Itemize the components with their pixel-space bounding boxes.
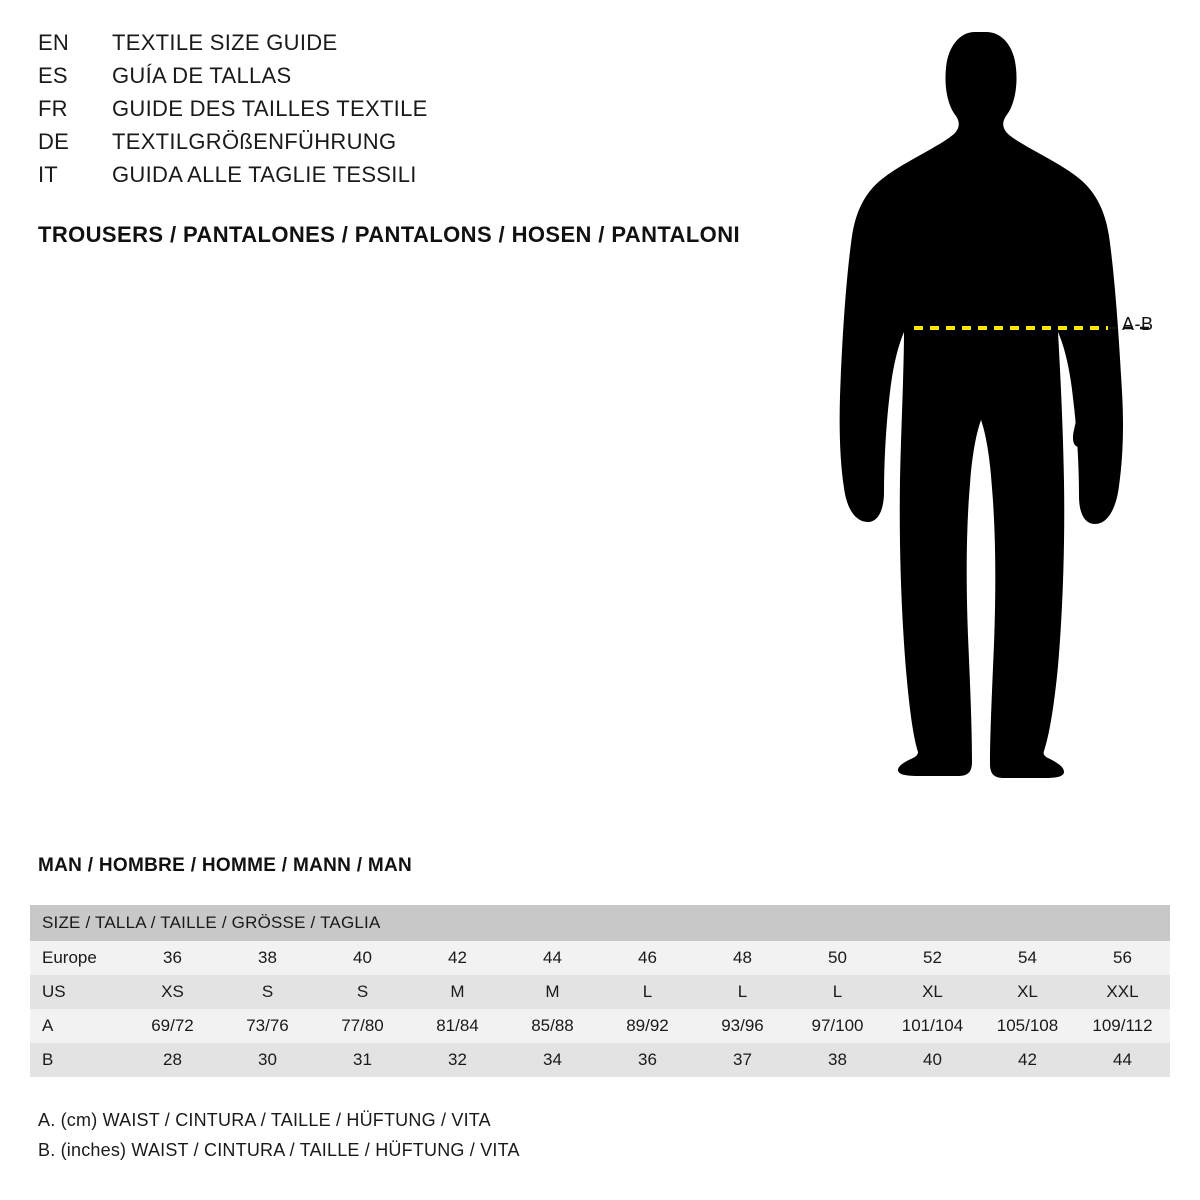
table-cell: 28 — [125, 1043, 220, 1077]
table-cell: XL — [885, 975, 980, 1009]
section-title-man: MAN / HOMBRE / HOMME / MANN / MAN — [38, 855, 413, 876]
language-row — [38, 162, 798, 195]
table-cell: 36 — [600, 1043, 695, 1077]
table-cell: 34 — [505, 1043, 600, 1077]
table-cell: 38 — [790, 1043, 885, 1077]
table-cell: 40 — [315, 941, 410, 975]
language-title: GUIDA ALLE TAGLIE TESSILI — [112, 162, 417, 187]
table-cell: L — [790, 975, 885, 1009]
table-cell: 105/108 — [980, 1009, 1075, 1043]
language-title: GUIDE DES TAILLES TEXTILE — [112, 96, 428, 121]
table-cell: 44 — [505, 941, 600, 975]
table-cell: XS — [125, 975, 220, 1009]
table-cell: 97/100 — [790, 1009, 885, 1043]
table-cell: 56 — [1075, 941, 1170, 975]
table-cell: 37 — [695, 1043, 790, 1077]
table-cell: 73/76 — [220, 1009, 315, 1043]
language-code: IT — [38, 162, 58, 187]
table-cell: 42 — [980, 1043, 1075, 1077]
table-cell: 31 — [315, 1043, 410, 1077]
man-silhouette-icon — [800, 10, 1200, 800]
table-header-row — [30, 905, 1170, 941]
table-cell: 50 — [790, 941, 885, 975]
language-row — [38, 96, 798, 129]
table-row — [30, 1009, 1170, 1043]
language-title: GUÍA DE TALLAS — [112, 63, 292, 88]
table-cell: 48 — [695, 941, 790, 975]
table-cell: 42 — [410, 941, 505, 975]
language-code: FR — [38, 96, 68, 121]
row-label: Europe — [30, 941, 125, 975]
table-cell: 36 — [125, 941, 220, 975]
table-cell: S — [315, 975, 410, 1009]
table-cell: 38 — [220, 941, 315, 975]
footnote-a: A. (cm) WAIST / CINTURA / TAILLE / HÜFTUNG / VITA — [38, 1110, 491, 1130]
table-cell: 69/72 — [125, 1009, 220, 1043]
language-title: TEXTILE SIZE GUIDE — [112, 30, 338, 55]
table-cell: 93/96 — [695, 1009, 790, 1043]
language-code: ES — [38, 63, 68, 88]
table-cell: 46 — [600, 941, 695, 975]
size-table — [30, 905, 1170, 1077]
language-code: DE — [38, 129, 69, 154]
table-cell: 54 — [980, 941, 1075, 975]
table-cell: 40 — [885, 1043, 980, 1077]
table-cell: 89/92 — [600, 1009, 695, 1043]
row-label: B — [30, 1043, 125, 1077]
footnote-b: B. (inches) WAIST / CINTURA / TAILLE / HÜFTUNG / VITA — [38, 1140, 520, 1160]
language-code: EN — [38, 30, 69, 55]
table-row — [30, 1043, 1170, 1077]
table-cell: XXL — [1075, 975, 1170, 1009]
garment-type-title: TROUSERS / PANTALONES / PANTALONS / HOSEN / PANTALONI — [38, 222, 740, 247]
table-cell: L — [600, 975, 695, 1009]
table-cell: XL — [980, 975, 1075, 1009]
table-cell: 109/112 — [1075, 1009, 1170, 1043]
language-title: TEXTILGRÖßENFÜHRUNG — [112, 129, 397, 154]
table-cell: 52 — [885, 941, 980, 975]
language-title-block — [38, 30, 798, 195]
table-cell: 85/88 — [505, 1009, 600, 1043]
table-cell: 101/104 — [885, 1009, 980, 1043]
table-row — [30, 941, 1170, 975]
table-cell: L — [695, 975, 790, 1009]
language-row — [38, 63, 798, 96]
row-label: A — [30, 1009, 125, 1043]
table-cell: M — [410, 975, 505, 1009]
figure-illustration — [800, 10, 1200, 800]
language-row — [38, 129, 798, 162]
table-cell: 81/84 — [410, 1009, 505, 1043]
table-cell: 77/80 — [315, 1009, 410, 1043]
language-row — [38, 30, 798, 63]
table-cell: S — [220, 975, 315, 1009]
table-cell: 44 — [1075, 1043, 1170, 1077]
table-row — [30, 975, 1170, 1009]
table-cell: 32 — [410, 1043, 505, 1077]
table-header-label: SIZE / TALLA / TAILLE / GRÖSSE / TAGLIA — [30, 905, 1170, 941]
table-cell: 30 — [220, 1043, 315, 1077]
measurement-label-ab: A-B — [1122, 314, 1154, 334]
row-label: US — [30, 975, 125, 1009]
footnotes-block — [38, 1105, 938, 1165]
table-cell: M — [505, 975, 600, 1009]
